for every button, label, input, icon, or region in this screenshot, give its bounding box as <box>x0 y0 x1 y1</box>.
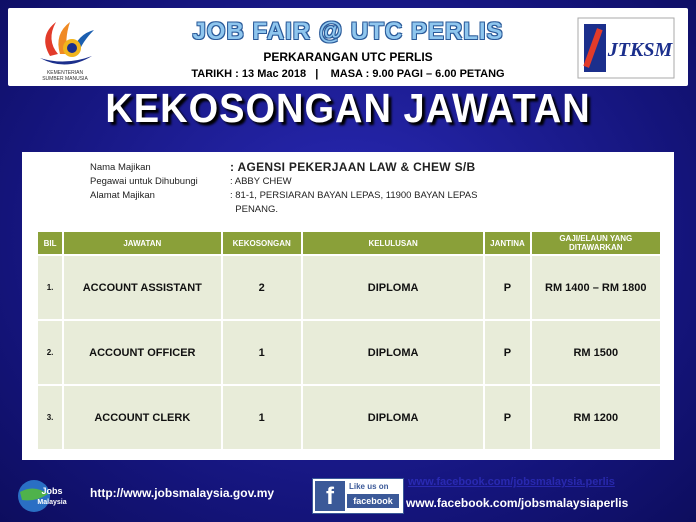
svg-text:KEMENTERIAN: KEMENTERIAN <box>46 70 84 76</box>
cell-jawatan: ACCOUNT CLERK <box>64 386 221 449</box>
vacancy-table <box>36 230 662 451</box>
banner-heading: KEKOSONGAN JAWATAN <box>105 86 591 132</box>
fb-name-text: facebook <box>347 494 399 508</box>
col-header-gaji: GAJI/ELAUN YANG DITAWARKAN <box>532 232 660 254</box>
header-panel <box>8 8 688 86</box>
table-header-row <box>38 232 660 254</box>
event-venue: PERKARANGAN UTC PERLIS <box>263 50 433 64</box>
facebook-link-faded[interactable]: www.facebook.com/jobsmalaysia.perlis <box>408 476 615 488</box>
jtksm-logo <box>576 14 676 84</box>
cell-gaji: RM 1500 <box>532 321 660 384</box>
cell-jantina: P <box>485 386 529 449</box>
table-row <box>38 321 660 384</box>
jobsmalaysia-logo <box>14 476 84 516</box>
footer <box>0 468 696 522</box>
cell-jawatan: ACCOUNT OFFICER <box>64 321 221 384</box>
cell-kekosongan: 1 <box>223 386 301 449</box>
jobsmalaysia-link[interactable]: http://www.jobsmalaysia.gov.my <box>90 486 275 500</box>
svg-text:JTKSM: JTKSM <box>607 39 673 61</box>
cell-kelulusan: DIPLOMA <box>303 321 484 384</box>
contact-label: Pegawai untuk Dihubungi <box>90 176 198 187</box>
col-header-kelulusan: KELULUSAN <box>303 232 484 254</box>
cell-jantina: P <box>485 321 529 384</box>
event-date-time: TARIKH : 13 Mac 2018 | MASA : 9.00 PAGI – 6.00 PETANG <box>191 68 505 80</box>
employer-name-value: : AGENSI PEKERJAAN LAW & CHEW S/B <box>230 160 476 174</box>
table-row <box>38 256 660 319</box>
cell-bil: 1. <box>38 256 62 319</box>
address-value-line2: PENANG. <box>230 204 279 215</box>
address-label: Alamat Majikan <box>90 190 155 201</box>
col-header-jawatan: JAWATAN <box>64 232 221 254</box>
col-header-kekosongan: KEKOSONGAN <box>223 232 301 254</box>
col-header-jantina: JANTINA <box>485 232 529 254</box>
cell-bil: 2. <box>38 321 62 384</box>
cell-kekosongan: 2 <box>223 256 301 319</box>
employer-name-label: Nama Majikan <box>90 162 151 173</box>
facebook-link[interactable]: www.facebook.com/jobsmalaysiaperlis <box>406 496 629 510</box>
table-row <box>38 386 660 449</box>
cell-gaji: RM 1200 <box>532 386 660 449</box>
address-value-line1: : 81-1, PERSIARAN BAYAN LEPAS, 11900 BAYAN LEPAS <box>230 190 478 201</box>
facebook-like-badge[interactable] <box>312 478 404 514</box>
svg-text:SUMBER MANUSIA: SUMBER MANUSIA <box>42 76 88 82</box>
cell-jantina: P <box>485 256 529 319</box>
svg-text:Jobs: Jobs <box>41 486 63 496</box>
cell-gaji: RM 1400 – RM 1800 <box>532 256 660 319</box>
cell-kelulusan: DIPLOMA <box>303 386 484 449</box>
cell-kelulusan: DIPLOMA <box>303 256 484 319</box>
cell-jawatan: ACCOUNT ASSISTANT <box>64 256 221 319</box>
fb-like-text: Like us on <box>349 482 389 491</box>
cell-kekosongan: 1 <box>223 321 301 384</box>
cell-bil: 3. <box>38 386 62 449</box>
event-title: JOB FAIR @ UTC PERLIS <box>192 18 504 45</box>
col-header-bil: BIL <box>38 232 62 254</box>
svg-text:Malaysia: Malaysia <box>37 499 67 506</box>
job-details-panel <box>22 152 674 460</box>
contact-value: : ABBY CHEW <box>230 176 292 187</box>
facebook-icon: f <box>315 481 345 511</box>
